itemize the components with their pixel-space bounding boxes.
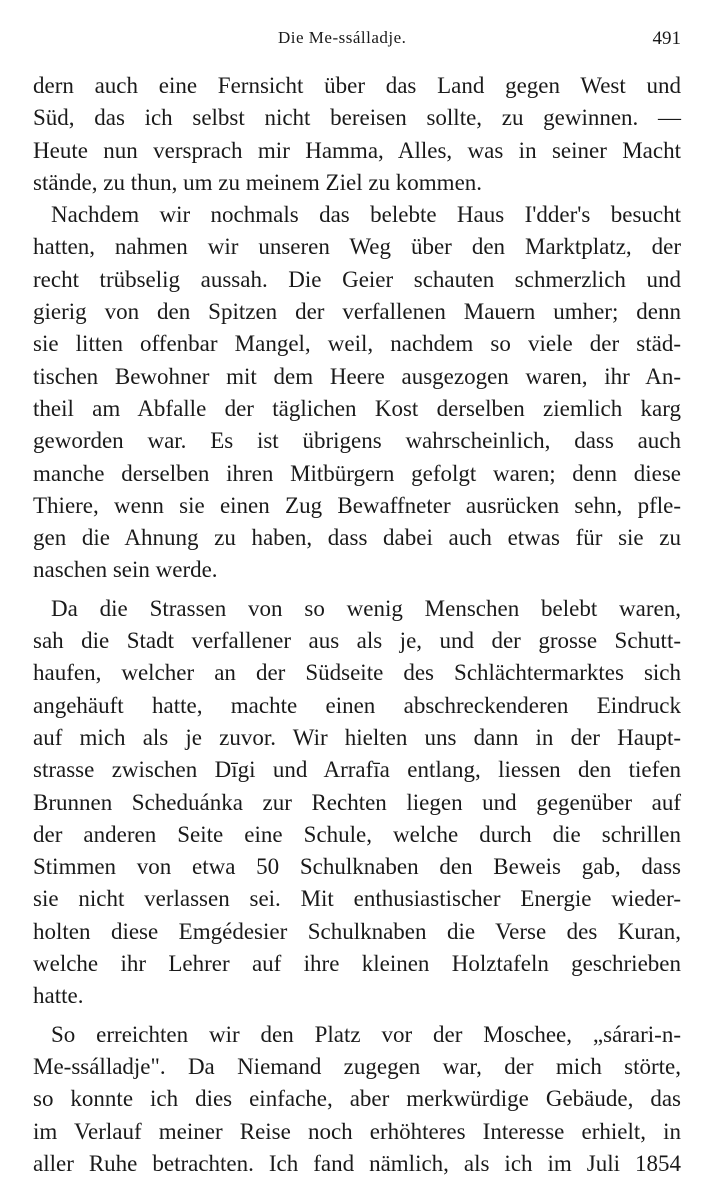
running-title: Die Me-ssálladje. — [278, 28, 407, 47]
text-line: Da die Strassen von so wenig Menschen belebt waren, — [51, 595, 681, 621]
text-line: dern auch eine Fernsicht über das Land gegen West und — [33, 73, 681, 98]
text-line: tischen Bewohner mit dem Heere ausgezogen waren, ihr An- — [33, 363, 681, 389]
text-line: stände, zu thun, um zu meinem Ziel zu kommen. — [33, 169, 483, 195]
page-number: 491 — [652, 28, 681, 49]
text-line: haufen, welcher an der Südseite des Schlächtermarktes sich — [33, 660, 681, 686]
text-line: naschen sein werde. — [33, 557, 218, 583]
text-line: hatten, nahmen wir unseren Weg über den Marktplatz, der — [33, 234, 681, 260]
text-line: Heute nun versprach mir Hamma, Alles, was in seiner Macht — [33, 137, 681, 163]
text-line: So erreichten wir den Platz vor der Moschee, „sárari-n- — [51, 1021, 681, 1047]
text-line: Brunnen Scheduánka zur Rechten liegen und gegenüber auf — [33, 789, 681, 815]
text-line: Thiere, wenn sie einen Zug Bewaffneter ausrücken sehn, pfle- — [33, 492, 681, 518]
text-line: recht trübselig aussah. Die Geier schauten schmerzlich und — [33, 266, 681, 292]
text-line: Me-ssálladje". Da Niemand zugegen war, der mich störte, — [33, 1053, 681, 1079]
text-line: strasse zwischen Dīgi und Arrafīa entlang, liessen den tiefen — [33, 757, 681, 783]
text-line: sie nicht verlassen sei. Mit enthusiastischer Energie wieder- — [33, 886, 681, 912]
text-line: manche derselben ihren Mitbürgern gefolgt waren; denn diese — [33, 460, 681, 486]
text-line: angehäuft hatte, machte einen abschreckenderen Eindruck — [33, 692, 681, 718]
text-line: sah die Stadt verfallener aus als je, und der grosse Schutt- — [33, 628, 681, 654]
text-line: der anderen Seite eine Schule, welche durch die schrillen — [33, 821, 681, 847]
text-line: gierig von den Spitzen der verfallenen Mauern umher; denn — [33, 299, 681, 325]
paragraph — [33, 1019, 681, 1180]
body-text — [33, 70, 681, 1180]
text-line: welche ihr Lehrer auf ihre kleinen Holztafeln geschrieben — [33, 951, 681, 977]
text-line: theil am Abfalle der täglichen Kost derselben ziemlich karg — [33, 395, 681, 421]
text-line: geworden war. Es ist übrigens wahrscheinlich, dass auch — [33, 428, 681, 454]
paragraph — [33, 199, 681, 587]
text-line: Nachdem wir nochmals das belebte Haus I'dder's besucht — [51, 202, 681, 228]
text-line: holten diese Emgédesier Schulknaben die Verse des Kuran, — [33, 918, 681, 944]
running-header — [0, 28, 721, 58]
text-line: Süd, das ich selbst nicht bereisen sollte, zu gewinnen. — — [33, 105, 681, 131]
text-line: Stimmen von etwa 50 Schulknaben den Beweis gab, dass — [33, 854, 681, 880]
text-line: so konnte ich dies einfache, aber merkwürdige Gebäude, das — [33, 1086, 681, 1112]
text-line: auf mich als je zuvor. Wir hielten uns dann in der Haupt- — [33, 724, 681, 750]
text-line: im Verlauf meiner Reise noch erhöhteres Interesse erhielt, in — [33, 1118, 681, 1144]
text-line: aller Ruhe betrachten. Ich fand nämlich, als ich im Juli 1854 — [33, 1150, 681, 1176]
text-line: sie litten offenbar Mangel, weil, nachdem so viele der städ- — [33, 331, 681, 357]
paragraph — [33, 593, 681, 1013]
text-line: hatte. — [33, 983, 84, 1009]
text-line: gen die Ahnung zu haben, dass dabei auch etwas für sie zu — [33, 525, 681, 551]
paragraph — [33, 70, 681, 199]
